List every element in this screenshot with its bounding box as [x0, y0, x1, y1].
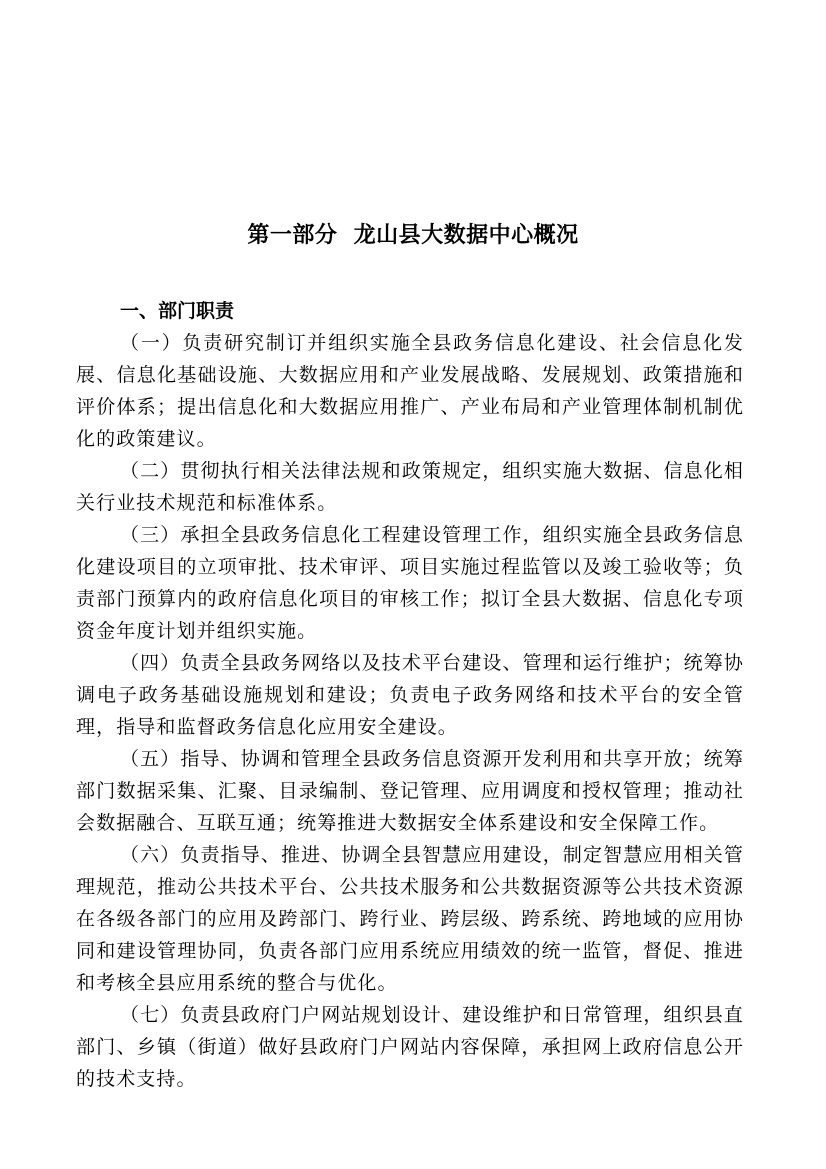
duty-paragraph-2: （二）贯彻执行相关法律法规和政策规定，组织实施大数据、信息化相关行业技术规范和标准体系。 — [76, 460, 744, 514]
duty-paragraph-1: （一）负责研究制订并组织实施全县政务信息化建设、社会信息化发展、信息化基础设施、大数据应用和产业发展战略、发展规划、政策措施和评价体系；提出信息化和大数据应用推广、产业布局和产业管理体制机制优化的政策建议。 — [76, 332, 744, 450]
section-heading: 一、部门职责 — [120, 300, 235, 322]
duty-paragraph-7: （七）负责县政府门户网站规划设计、建设维护和日常管理，组织县直部门、乡镇（街道）做好县政府门户网站内容保障，承担网上政府信息公开的技术支持。 — [76, 1004, 744, 1090]
duty-paragraph-6: （六）负责指导、推进、协调全县智慧应用建设，制定智慧应用相关管理规范，推动公共技术平台、公共技术服务和公共数据资源等公共技术资源在各级各部门的应用及跨部门、跨行业、跨层级、跨系统、跨地域的应用协同和建设管理协同，负责各部门应用系统应用绩效的统一监管，督促、推进和考核全县应用系统的整合与优化。 — [76, 844, 744, 994]
document-body — [76, 295, 744, 1095]
duty-paragraph-5: （五）指导、协调和管理全县政务信息资源开发利用和共享开放；统筹部门数据采集、汇聚、目录编制、登记管理、应用调度和授权管理；推动社会数据融合、互联互通；统筹推进大数据安全体系建设和安全保障工作。 — [76, 748, 744, 834]
duty-paragraph-4: （四）负责全县政务网络以及技术平台建设、管理和运行维护；统筹协调电子政务基础设施规划和建设；负责电子政务网络和技术平台的安全管理，指导和监督政务信息化应用安全建设。 — [76, 652, 744, 738]
duty-paragraph-3: （三）承担全县政务信息化工程建设管理工作，组织实施全县政务信息化建设项目的立项审批、技术审评、项目实施过程监管以及竣工验收等；负责部门预算内的政府信息化项目的审核工作；拟订全县大数据、信息化专项资金年度计划并组织实施。 — [76, 524, 744, 642]
part-title: 第一部分 龙山县大数据中心概况 — [247, 223, 579, 248]
